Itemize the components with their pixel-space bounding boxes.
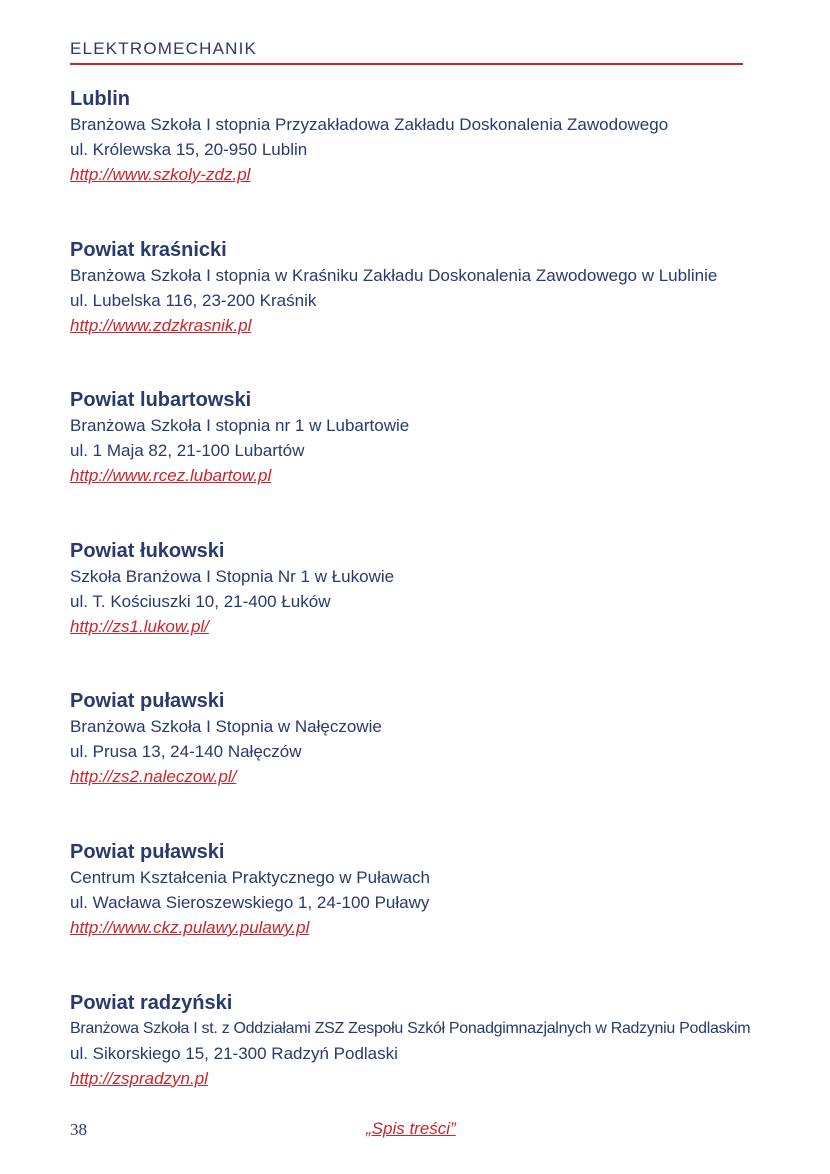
table-of-contents-link[interactable]: „Spis treści” bbox=[366, 1119, 456, 1138]
entry-website-link[interactable]: http://zs2.naleczow.pl/ bbox=[70, 767, 237, 787]
entry-address: ul. Królewska 15, 20-950 Lublin bbox=[70, 140, 308, 159]
entry-website-link[interactable]: http://zs1.lukow.pl/ bbox=[70, 616, 209, 636]
entry-website-link[interactable]: http://www.rcez.lubartow.pl bbox=[70, 466, 272, 486]
header-divider bbox=[70, 63, 743, 65]
entry-address: ul. T. Kościuszki 10, 21-400 Łuków bbox=[70, 591, 331, 611]
entry-school-name: Branżowa Szkoła I Stopnia w Nałęczowie bbox=[70, 717, 382, 737]
entry-address: ul. Wacława Sieroszewskiego 1, 24-100 Puławy bbox=[70, 892, 430, 912]
school-entry bbox=[70, 237, 760, 388]
page-header-title: ELEKTROMECHANIK bbox=[70, 39, 258, 58]
entry-website-link[interactable]: http://www.szkoly-zdz.pl bbox=[70, 165, 251, 184]
entry-heading: Powiat puławski bbox=[70, 690, 225, 713]
entry-school-name: Centrum Kształcenia Praktycznego w Puławach bbox=[70, 867, 430, 887]
school-entry bbox=[70, 387, 760, 538]
entry-school-name: Szkoła Branżowa I Stopnia Nr 1 w Łukowie bbox=[70, 566, 395, 586]
school-entry bbox=[70, 86, 760, 237]
entry-heading: Powiat łukowski bbox=[70, 539, 225, 562]
entry-address: ul. Prusa 13, 24-140 Nałęczów bbox=[70, 742, 302, 762]
entry-website-link[interactable]: http://www.ckz.pulawy.pulawy.pl bbox=[70, 917, 310, 937]
entry-heading: Powiat kraśnicki bbox=[70, 238, 227, 261]
entry-website-link[interactable]: http://zspradzyn.pl bbox=[70, 1068, 208, 1088]
school-entry bbox=[70, 839, 760, 990]
school-entry bbox=[70, 990, 760, 1141]
entry-school-name: Branżowa Szkoła I stopnia w Kraśniku Zakładu Doskonalenia Zawodowego w Lublinie bbox=[70, 265, 718, 285]
entry-school-name: Branżowa Szkoła I stopnia Przyzakładowa Zakładu Doskonalenia Zawodowego bbox=[70, 115, 669, 134]
school-list bbox=[70, 86, 760, 1140]
entry-school-name: Branżowa Szkoła I st. z Oddziałami ZSZ Zespołu Szkół Ponadgimnazjalnych w Radzyniu Podlaskim bbox=[70, 1019, 751, 1037]
school-entry bbox=[70, 538, 760, 689]
entry-website-link[interactable]: http://www.zdzkrasnik.pl bbox=[70, 315, 252, 335]
entry-address: ul. Lubelska 116, 23-200 Kraśnik bbox=[70, 290, 317, 310]
school-entry bbox=[70, 688, 760, 839]
entry-heading: Powiat puławski bbox=[70, 840, 225, 863]
entry-school-name: Branżowa Szkoła I stopnia nr 1 w Lubartowie bbox=[70, 416, 410, 436]
entry-address: ul. Sikorskiego 15, 21-300 Radzyń Podlaski bbox=[70, 1043, 398, 1063]
entry-address: ul. 1 Maja 82, 21-100 Lubartów bbox=[70, 441, 305, 461]
entry-heading: Powiat lubartowski bbox=[70, 389, 252, 412]
entry-heading: Powiat radzyński bbox=[70, 991, 233, 1014]
entry-heading: Lublin bbox=[70, 88, 130, 110]
page-number: 38 bbox=[70, 1120, 87, 1139]
